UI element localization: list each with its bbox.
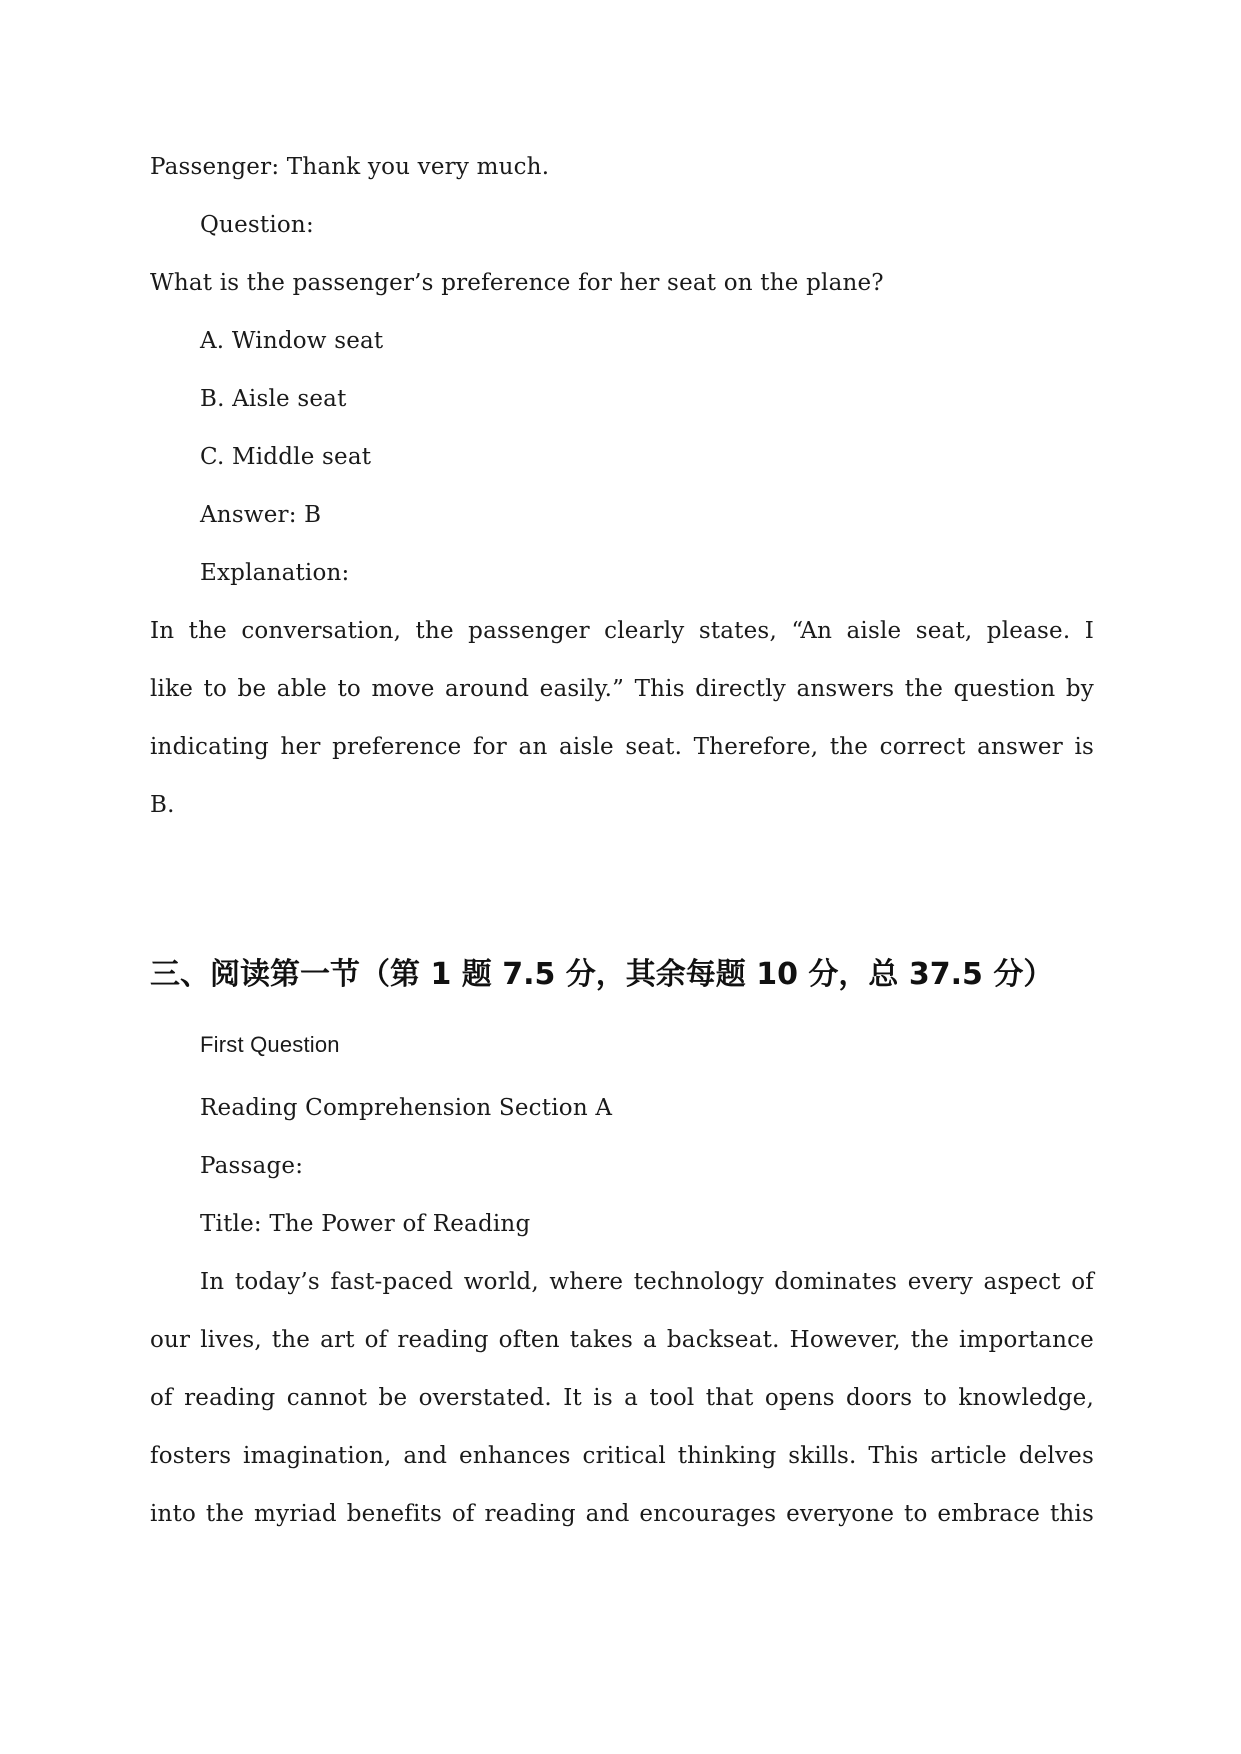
passage-line-3: of reading cannot be overstated. It is a tool that opens doors to knowledge, (150, 1385, 1094, 1411)
explanation-line-2: like to be able to move around easily.” This directly answers the question by (150, 676, 1094, 702)
explanation-line-4: B. (150, 792, 175, 818)
explanation-label: Explanation: (200, 560, 350, 586)
option-c: C. Middle seat (200, 444, 372, 470)
option-a: A. Window seat (200, 328, 384, 354)
passage-label: Passage: (200, 1153, 304, 1179)
explanation-line-1: In the conversation, the passenger clearly states, “An aisle seat, please. I (150, 618, 1094, 644)
passage-line-1: In today’s fast-paced world, where technology dominates every aspect of (200, 1269, 1094, 1295)
section-heading: 三、阅读第一节（第 1 题 7.5 分，其余每题 10 分，总 37.5 分） (150, 957, 1054, 992)
dialogue-passenger-line: Passenger: Thank you very much. (150, 154, 550, 180)
section-title: Reading Comprehension Section A (200, 1095, 613, 1121)
passage-title: Title: The Power of Reading (200, 1211, 531, 1237)
first-question-label: First Question (200, 1032, 340, 1057)
answer-line: Answer: B (200, 502, 322, 528)
passage-line-5: into the myriad benefits of reading and encourages everyone to embrace this (150, 1501, 1094, 1527)
question-text: What is the passenger’s preference for her seat on the plane? (150, 270, 884, 296)
explanation-line-3: indicating her preference for an aisle seat. Therefore, the correct answer is (150, 734, 1094, 760)
passage-line-2: our lives, the art of reading often takes a backseat. However, the importance (150, 1327, 1094, 1353)
question-label: Question: (200, 212, 314, 238)
option-b: B. Aisle seat (200, 386, 347, 412)
passage-line-4: fosters imagination, and enhances critical thinking skills. This article delves (150, 1443, 1094, 1469)
